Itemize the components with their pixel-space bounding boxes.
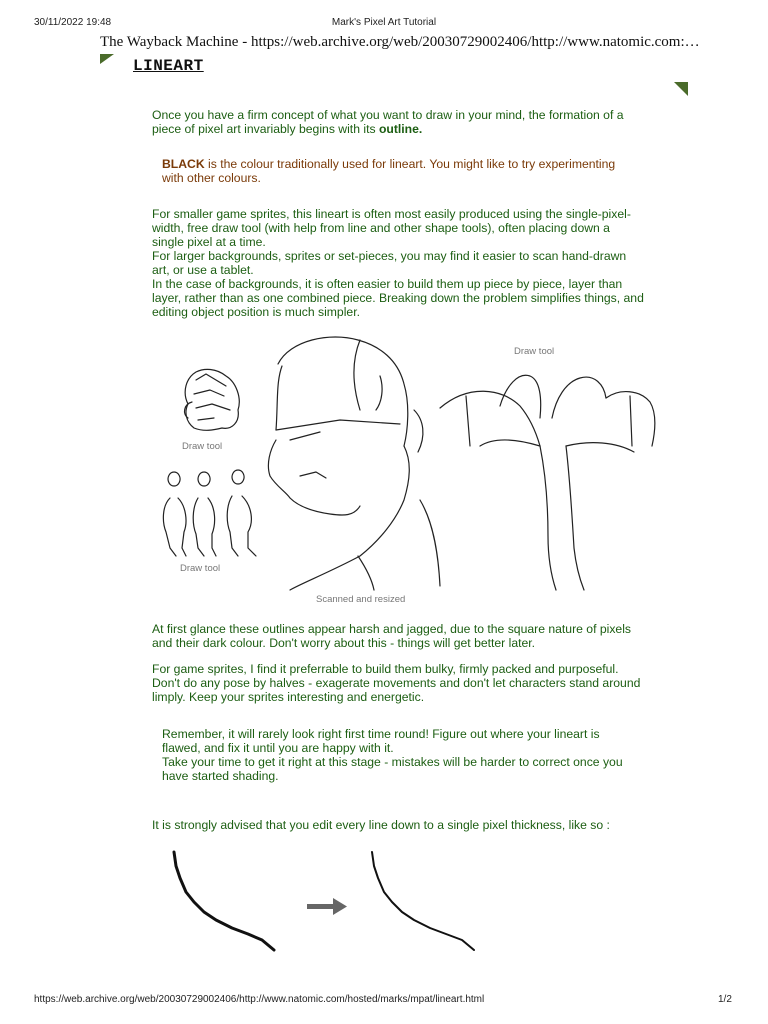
advised-paragraph: It is strongly advised that you edit every line down to a single pixel thickness, like so : <box>152 818 610 832</box>
paragraph-line: Remember, it will rarely look right first time round! Figure out where your lineart is <box>162 727 600 741</box>
glance-paragraph <box>152 622 732 650</box>
intro-paragraph <box>152 108 712 136</box>
tools-paragraph <box>152 207 732 319</box>
print-footer-url[interactable]: https://web.archive.org/web/20030729002406/http://www.natomic.com/hosted/marks/mpat/lineart.html <box>34 994 485 1005</box>
corner-flag-icon <box>100 54 114 64</box>
tree-drawing <box>440 375 655 590</box>
intro-line: piece of pixel art invariably begins with its outline. <box>152 122 423 136</box>
paragraph-line: limply. Keep your sprites interesting and energetic. <box>152 690 425 704</box>
paragraph-line: flawed, and fix it until you are happy with it. <box>162 741 394 755</box>
paragraph-line: For smaller game sprites, this lineart is often most easily produced using the single-pixel- <box>152 207 631 221</box>
paragraph-line: width, free draw tool (with help from line and other shape tools), often placing down a <box>152 221 610 235</box>
emphasis-outline: outline. <box>378 122 423 136</box>
print-title: Mark's Pixel Art Tutorial <box>331 17 437 28</box>
intro-line: Once you have a firm concept of what you want to draw in your mind, the formation of a <box>152 108 624 122</box>
paragraph-line: In the case of backgrounds, it is often easier to build them up piece by piece, layer than <box>152 277 623 291</box>
black-note <box>162 157 722 185</box>
note-line: BLACK is the colour traditionally used for lineart. You might like to try experimenting <box>162 157 616 171</box>
print-page-number: 1/2 <box>718 994 732 1005</box>
label-draw-tool: Draw tool <box>180 563 221 574</box>
scanned-face-drawing <box>268 337 440 590</box>
paragraph-line: layer, rather than as one combined piece. Breaking down the problem simplifies things, and <box>152 291 644 305</box>
arrow-right-icon <box>307 898 347 915</box>
corner-flag-icon <box>674 82 688 96</box>
print-date: 30/11/2022 19:48 <box>34 17 112 28</box>
armored-sprite-drawing <box>185 369 240 430</box>
pixel-line-before <box>174 852 274 950</box>
pixel-line-after <box>372 852 474 950</box>
label-draw-tool: Draw tool <box>182 441 223 452</box>
paragraph-line: single pixel at a time. <box>152 235 266 249</box>
label-draw-tool: Draw tool <box>514 346 555 357</box>
note-line: with other colours. <box>162 171 261 185</box>
page-title: LINEART <box>133 57 204 75</box>
figures-sprite-drawing <box>163 470 256 556</box>
paragraph-line: At first glance these outlines appear harsh and jagged, due to the square nature of pixels <box>152 622 632 636</box>
paragraph-line: For larger backgrounds, sprites or set-pieces, you may find it easier to scan hand-drawn <box>152 249 627 263</box>
label-scanned: Scanned and resized <box>316 594 406 605</box>
paragraph-line: and their dark colour. Don't worry about this - things will get better later. <box>152 636 536 650</box>
remember-paragraph <box>162 727 732 783</box>
wayback-link[interactable]: The Wayback Machine - https://web.archive.org/web/20030729002406/http://www.natomic.com:… <box>100 34 700 50</box>
sprites-paragraph <box>152 662 732 704</box>
paragraph-line: Take your time to get it right at this stage - mistakes will be harder to correct once you <box>162 755 623 769</box>
paragraph-line: have started shading. <box>162 769 279 783</box>
paragraph-line: For game sprites, I find it preferrable to build them bulky, firmly packed and purposeful. <box>152 662 619 676</box>
emphasis-black: BLACK <box>162 157 205 171</box>
paragraph-line: editing object position is much simpler. <box>152 305 360 319</box>
paragraph-line: art, or use a tablet. <box>152 263 254 277</box>
paragraph-line: Don't do any pose by halves - exagerate movements and don't let characters stand around <box>152 676 641 690</box>
